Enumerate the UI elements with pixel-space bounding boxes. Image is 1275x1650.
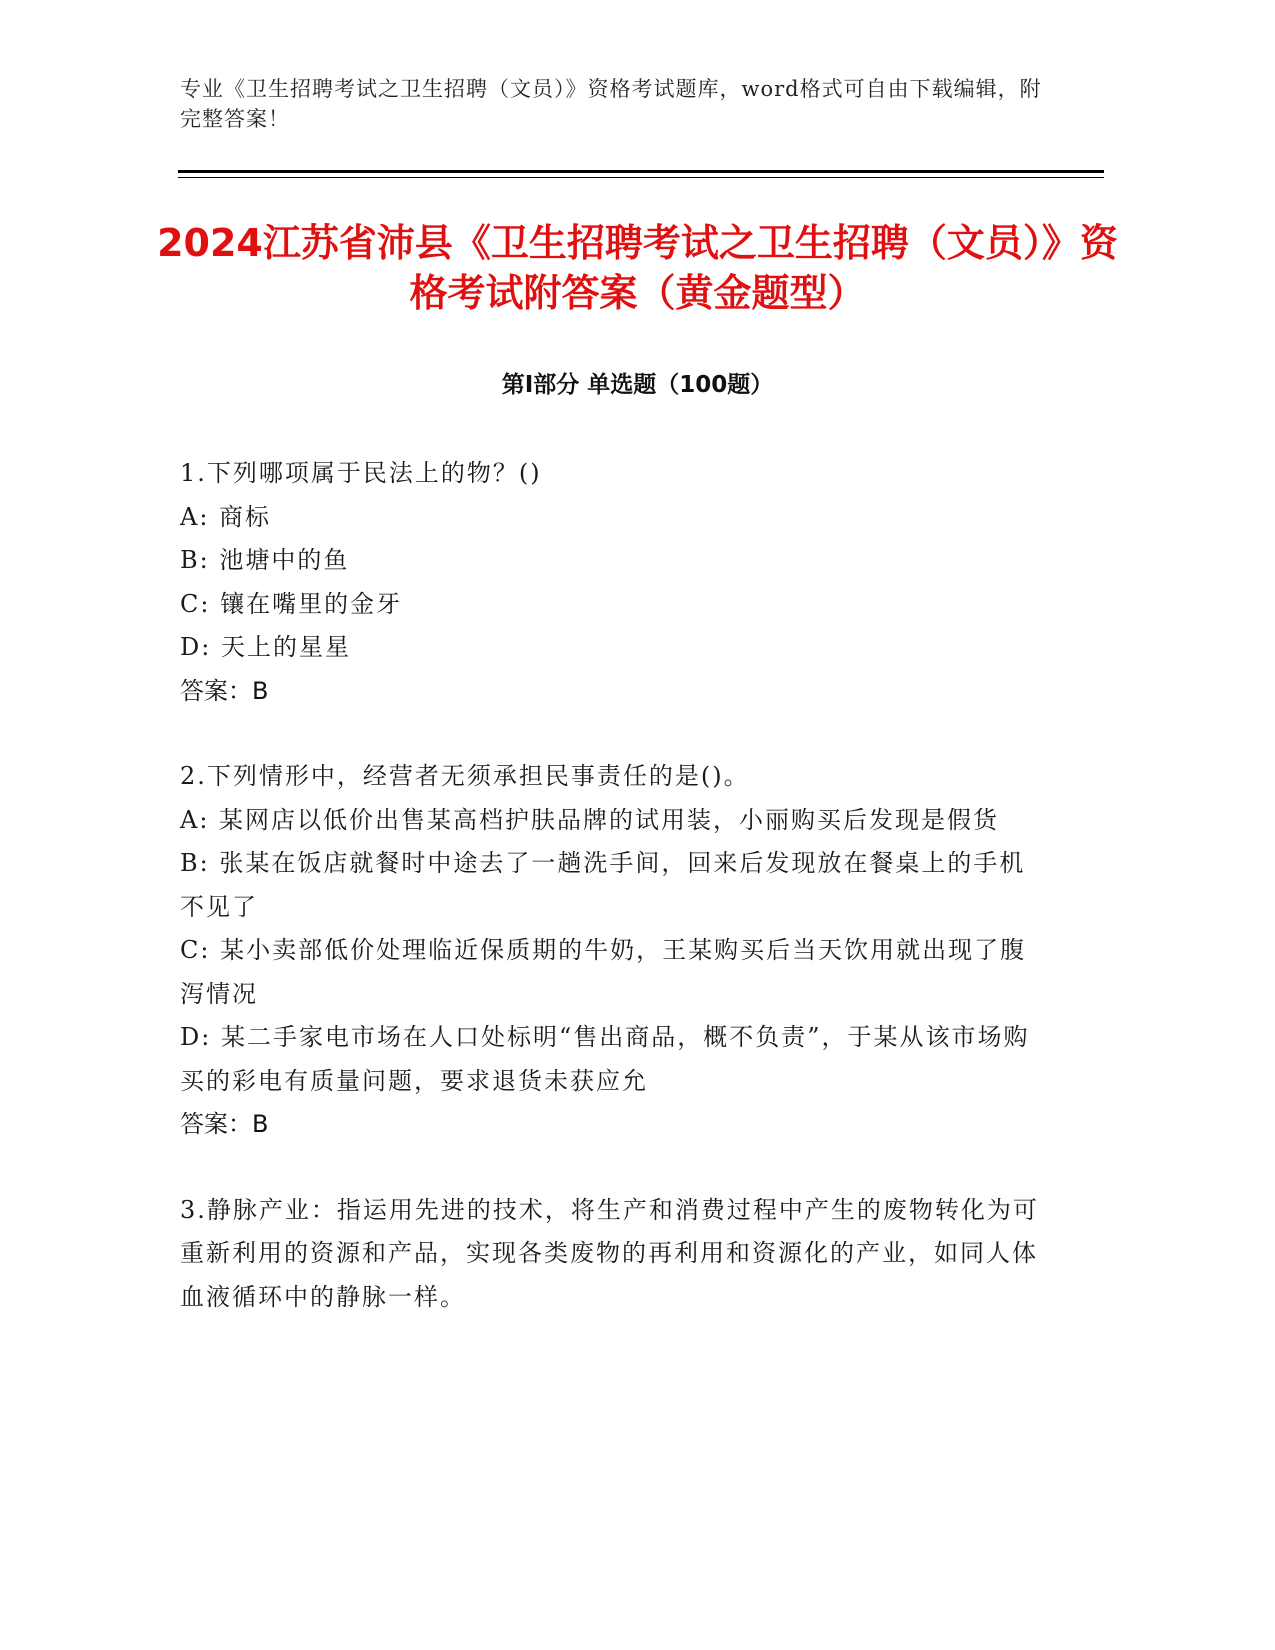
question-stem: 3.静脉产业：指运用先进的技术，将生产和消费过程中产生的废物转化为可重新利用的资源和产品，实现各类废物的再利用和资源化的产业，如同人体血液循环中的静脉一样。 — [180, 1195, 1039, 1311]
question-list — [180, 452, 1040, 1361]
header-rule-thick — [178, 170, 1104, 173]
question-2 — [180, 755, 1040, 1147]
answer: 答案：B — [180, 676, 269, 705]
document-title: 2024江苏省沛县《卫生招聘考试之卫生招聘（文员）》资格考试附答案（黄金题型） — [157, 221, 1118, 315]
option-c: C: 某小卖部低价处理临近保质期的牛奶，王某购买后当天饮用就出现了腹泻情况 — [180, 936, 1027, 1008]
option-a: A: 某网店以低价出售某高档护肤品牌的试用装，小丽购买后发现是假货 — [180, 805, 1000, 834]
option-b: B: 池塘中的鱼 — [180, 546, 350, 574]
answer: 答案：B — [180, 1110, 269, 1138]
header-rule-thin — [178, 177, 1104, 178]
header-note: 专业《卫生招聘考试之卫生招聘（文员）》资格考试题库，word格式可自由下载编辑，附完整答案！ — [180, 77, 1042, 131]
question-stem: 1.下列哪项属于民法上的物？() — [180, 459, 542, 487]
option-b: B: 张某在饭店就餐时中途去了一趟洗手间，回来后发现放在餐桌上的手机不见了 — [180, 849, 1026, 921]
section-heading: 第Ⅰ部分 单选题（100题） — [501, 372, 774, 398]
question-3 — [180, 1189, 1040, 1320]
question-stem: 2.下列情形中，经营者无须承担民事责任的是()。 — [180, 762, 750, 790]
option-a: A: 商标 — [180, 502, 272, 531]
option-c: C: 镶在嘴里的金牙 — [180, 589, 403, 618]
option-d: D: 天上的星星 — [180, 633, 351, 661]
question-1 — [180, 452, 1040, 713]
option-d: D: 某二手家电市场在人口处标明“售出商品，概不负责”，于某从该市场购买的彩电有质量问题，要求退货未获应允 — [180, 1023, 1030, 1095]
